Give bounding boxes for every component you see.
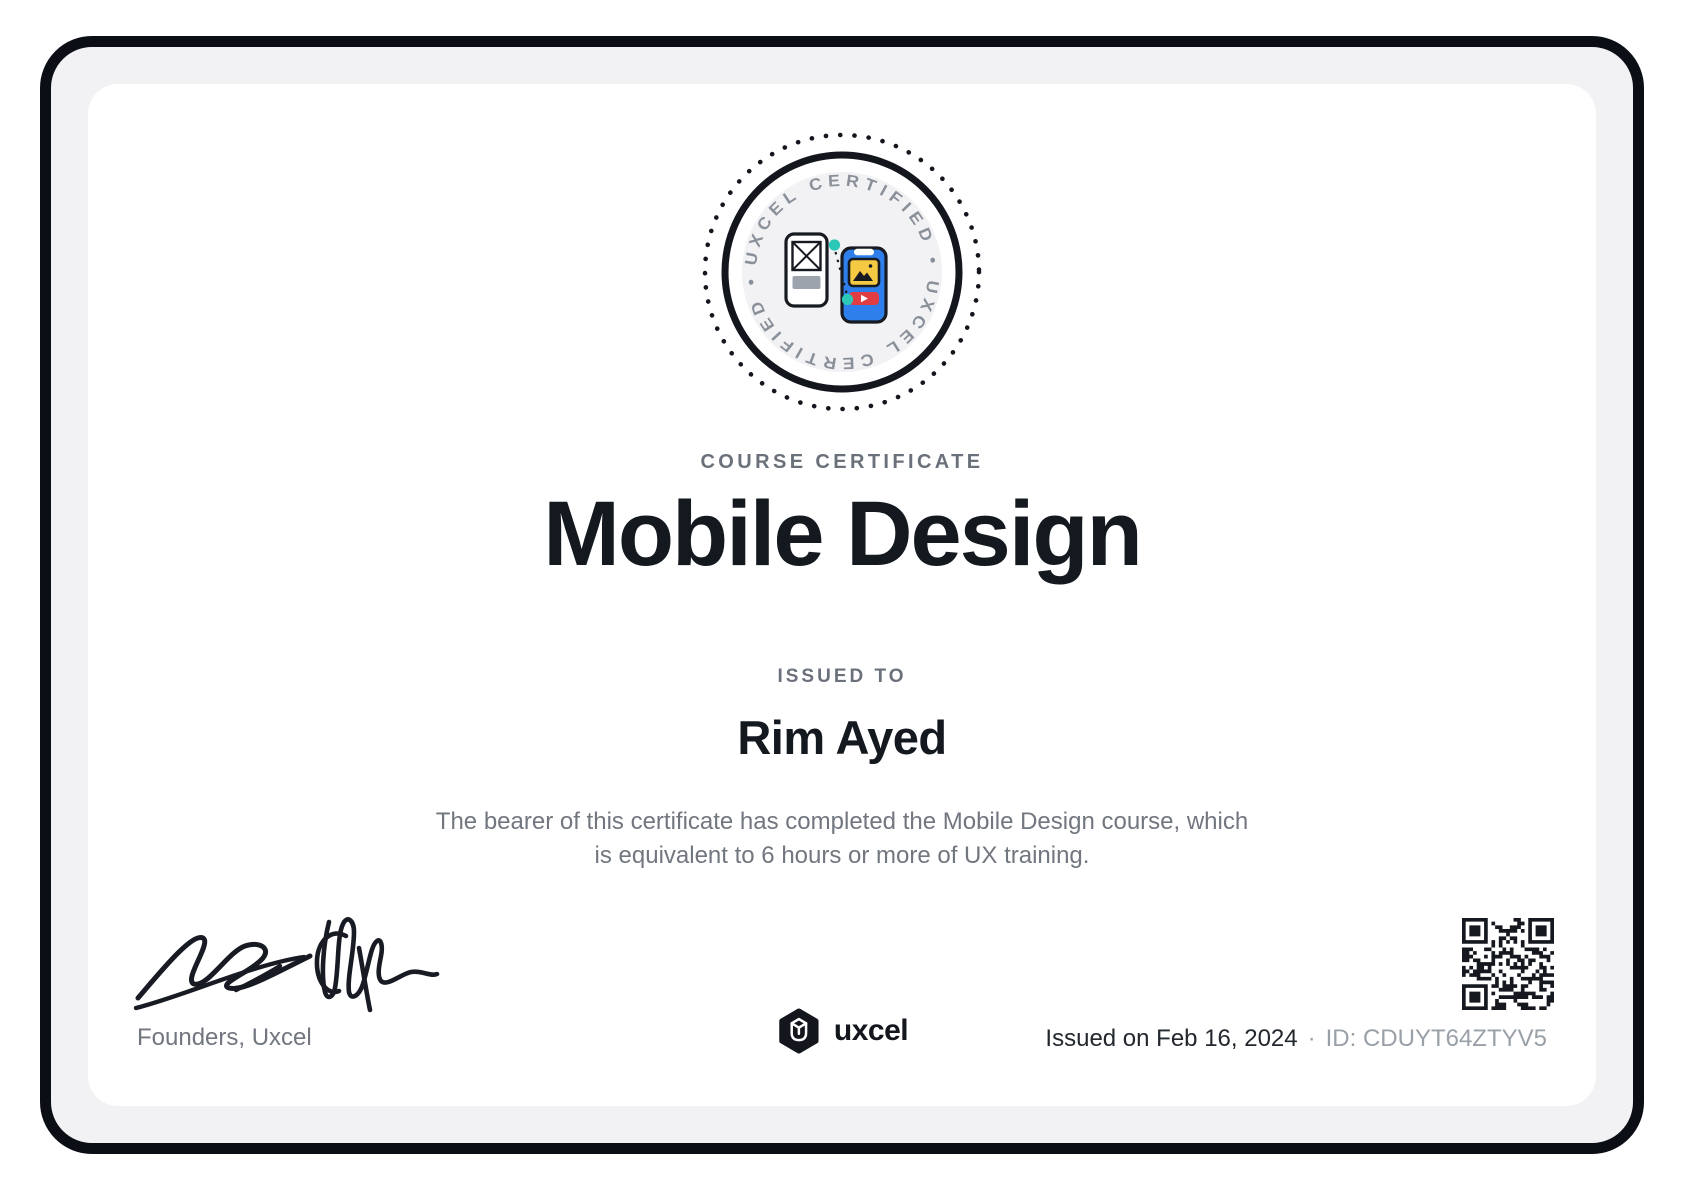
uxcel-wordmark: uxcel (833, 1014, 909, 1047)
course-certificate-label: COURSE CERTIFICATE (700, 451, 984, 473)
certified-badge (697, 127, 987, 417)
issue-info (1045, 1025, 1547, 1053)
image-icon (849, 259, 879, 286)
founders-label: Founders, Uxcel (137, 1024, 312, 1051)
uxcel-logo-icon (776, 1008, 822, 1054)
issue-separator: · (1307, 1025, 1316, 1052)
certificate-main-content (88, 84, 1596, 873)
description-line-1: The bearer of this certificate has completed the Mobile Design course, which (435, 808, 1249, 835)
description-line-2: is equivalent to 6 hours or more of UX training. (594, 842, 1090, 869)
uxcel-brand (776, 1008, 908, 1054)
credential-id: ID: CDUYT64ZTYV5 (1325, 1025, 1547, 1052)
course-title: Mobile Design (543, 483, 1141, 585)
play-icon (849, 292, 879, 305)
badge-ring-label: UXCEL CERTIFIED • UXCEL CERTIFIED • (741, 171, 943, 373)
signature-founder-2 (317, 919, 437, 1010)
certificate-sheet (88, 84, 1596, 1106)
recipient-name: Rim Ayed (737, 711, 947, 764)
mobile-app-phone-icon (842, 248, 886, 322)
certificate-description (436, 805, 1248, 873)
issued-on-date: Issued on Feb 16, 2024 (1045, 1025, 1298, 1052)
certificate-frame (40, 36, 1644, 1154)
founder-signatures (132, 900, 442, 1015)
issued-to-label: ISSUED TO (777, 666, 907, 687)
qr-code (1462, 918, 1554, 1010)
signature-founder-1 (136, 938, 310, 1008)
wireframe-phone-icon (786, 234, 827, 306)
